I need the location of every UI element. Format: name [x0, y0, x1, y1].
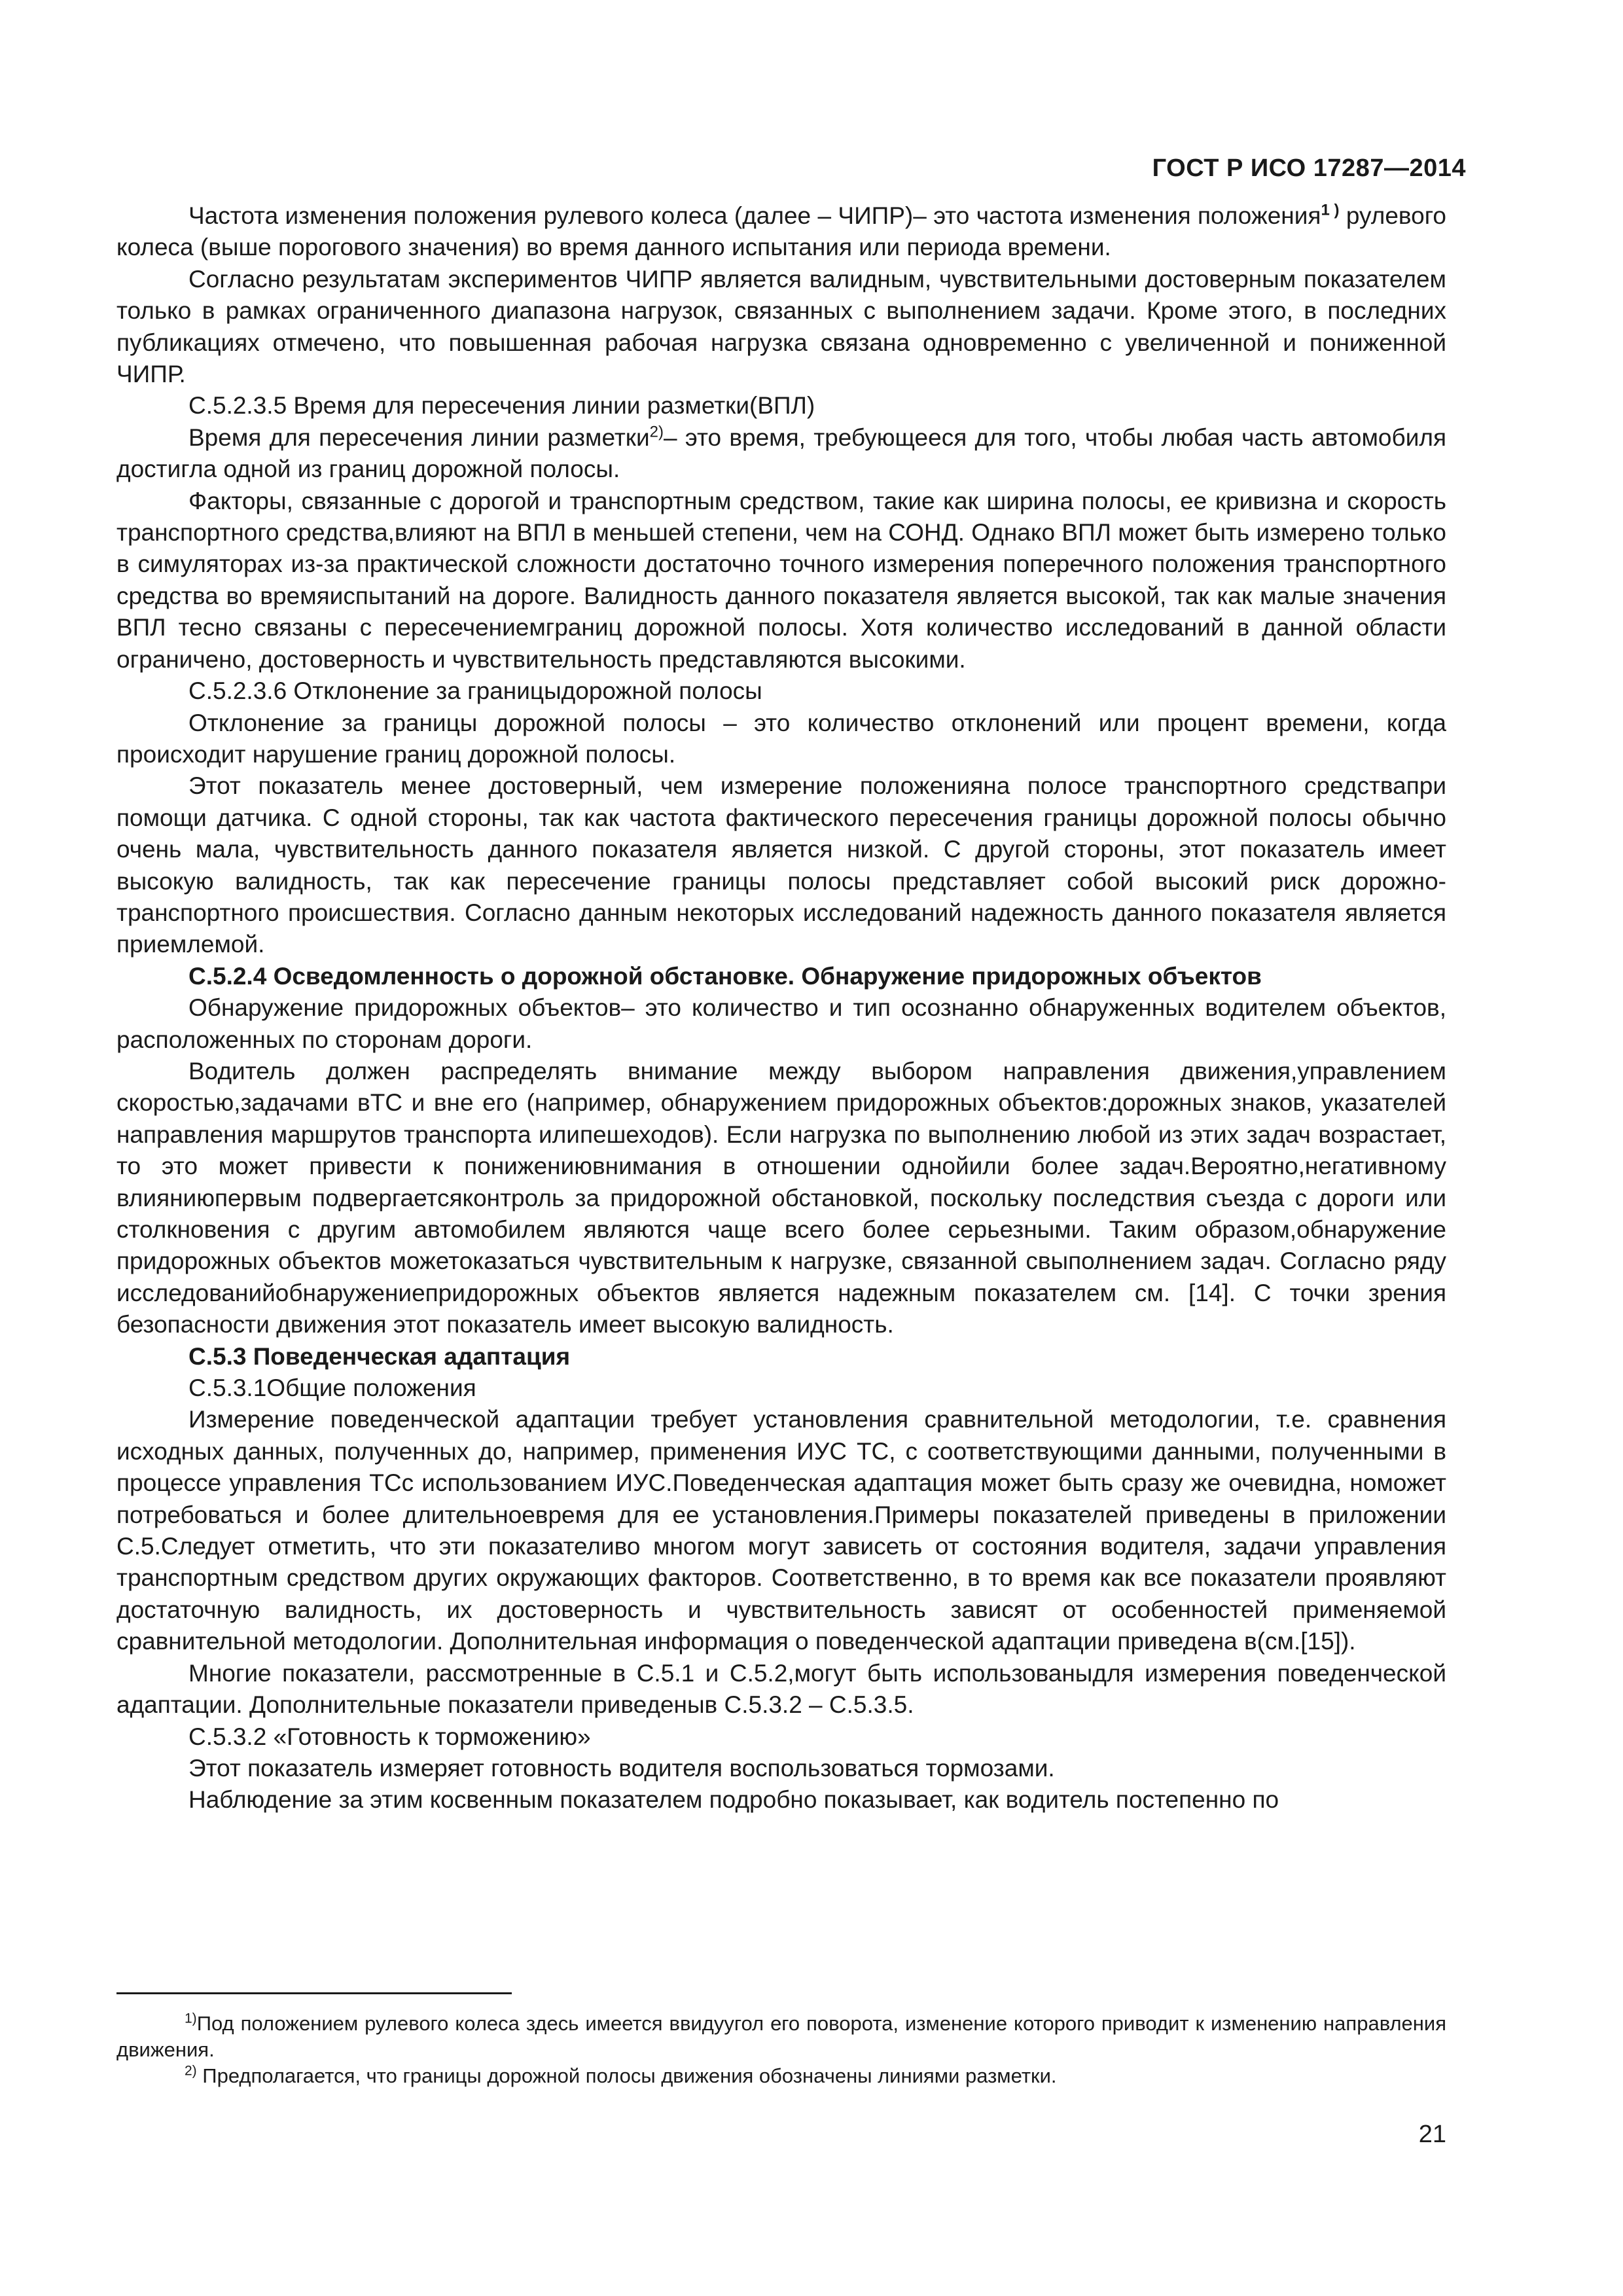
subsection-heading-c5236: С.5.2.3.6 Отклонение за границыдорожной полосы: [188, 677, 762, 705]
footnote-1: $^{1)}$Под положением рулевого колеса здесь имеется ввидуугол его поворота, изменение которого приводит к изменению направления движения.: [116, 2011, 1446, 2061]
paragraph-vpl-definition: Время для пересечения линии разметки$^{2)}$– это время, требующееся для того, чтобы любая часть автомобиля достигла одной из границ дорожной полосы.: [116, 423, 1446, 483]
main-text: [116, 200, 1446, 1816]
paragraph: Отклонение за границы дорожной полосы – это количество отклонений или процент времени, когда происходит нарушение границ дорожной полосы.: [116, 709, 1446, 768]
section-heading-c53: С.5.3 Поведенческая адаптация: [188, 1342, 571, 1370]
subsection-heading-c5235: С.5.2.3.5 Время для пересечения линии разметки(ВПЛ): [188, 392, 815, 420]
paragraph: Водитель должен распределять внимание между выбором направления движения,управлением скоростью,задачами вТС и вне его (например, обнаружением придорожных объектов:дорожных знаков, указателей направления маршрутов транспорта илипешеходов). Если нагрузка по выполнению любой из этих задач возрастает, то это может привести к понижениювнимания в отношении однойили более задач.Вероятно,негативному влияниюпервым подвергаетсяконтроль за придорожной обстановкой, поскольку последствия съезда с дороги или столкновения с другим автомобилем являются чаще всего более серьезными. Таким образом,обнаружение придорожных объектов можетоказаться чувствительным к нагрузке, связанной свыполнением задач. Согласно ряду исследованийобнаружениепридорожных объектов является надежным показателем см. [14]. С точки зрения безопасности движения этот показатель имеет высокую валидность.: [116, 1057, 1446, 1338]
footnote-2: $^{2)}$ Предполагается, что границы дорожной полосы движения обозначены линиями разметки.: [185, 2063, 1057, 2087]
paragraph: Измерение поведенческой адаптации требует установления сравнительной методологии, т.е. сравнения исходных данных, полученных до, например, применения ИУС ТС, с соответствующими данными, полученными в процессе управления ТСс использованием ИУС.Поведенческая адаптация может быть сразу же очевидна, номожет потребоваться и более длительноевремя для ее установления.Примеры показателей приведены в приложении С.5.Следует отметить, что эти показателиво многом могут зависеть от состояния водителя, задачи управления транспортным средством других окружающих факторов. Соответственно, в то время как все показатели проявляют достаточную валидность, их достоверность и чувствительность зависят от особенностей применяемой сравнительной методологии. Дополнительная информация о поведенческой адаптации приведена в(см.[15]).: [116, 1406, 1446, 1655]
document-header: ГОСТ Р ИСО 17287—2014: [1152, 154, 1466, 182]
paragraph: Многие показатели, рассмотренные в С.5.1 и С.5.2,могут быть использованыдля измерения поведенческой адаптации. Дополнительные показатели приведеныв С.5.3.2 – С.5.3.5.: [116, 1659, 1446, 1719]
page-number: 21: [1418, 2121, 1446, 2148]
footnote-ref-2: 2): [649, 423, 664, 441]
paragraph: Этот показатель менее достоверный, чем измерение положенияна полосе транспортного средствапри помощи датчика. С одной стороны, так как частота фактического пересечения границы дорожной полосы обычно очень мала, чувствительность данного показателя является низкой. С другой стороны, этот показатель имеет высокую валидность, так как пересечение границы полосы представляет собой высокий риск дорожно-транспортного происшествия. Согласно данным некоторых исследований надежность данного показателя является приемлемой.: [116, 772, 1446, 958]
section-heading-c524: С.5.2.4 Осведомленность о дорожной обстановке. Обнаружение придорожных объектов: [188, 962, 1262, 990]
paragraph: Наблюдение за этим косвенным показателем подробно показывает, как водитель постепенно по: [188, 1786, 1279, 1814]
subsection-heading-c531: С.5.3.1Общие положения: [188, 1374, 476, 1402]
paragraph: Обнаружение придорожных объектов– это количество и тип осознанно обнаруженных водителем объектов, расположенных по сторонам дороги.: [116, 994, 1446, 1053]
paragraph: Этот показатель измеряет готовность водителя воспользоваться тормозами.: [188, 1754, 1055, 1782]
subsection-heading-c532: С.5.3.2 «Готовность к торможению»: [188, 1723, 591, 1750]
footnote-ref-1: 1 ): [1321, 201, 1340, 219]
footnote-separator: [116, 1992, 512, 1994]
footnotes: [116, 2011, 1446, 2089]
paragraph-chipr-definition: Частота изменения положения рулевого колеса (далее – ЧИПР)– это частота изменения положения$^{1 )}$ рулевого колеса (выше порогового значения) во время данного испытания или периода времени.: [116, 201, 1446, 261]
paragraph: Факторы, связанные с дорогой и транспортным средством, такие как ширина полосы, ее кривизна и скорость транспортного средства,влияют на ВПЛ в меньшей степени, чем на СОНД. Однако ВПЛ может быть измерено только в симуляторах из-за практической сложности достаточно точного измерения поперечного положения транспортного средства во времяиспытаний на дороге. Валидность данного показателя является высокой, так как малые значения ВПЛ тесно связаны с пересечениемграниц дорожной полосы. Хотя количество исследований в данной области ограничено, достоверность и чувствительность представляются высокими.: [116, 487, 1446, 673]
paragraph: Согласно результатам экспериментов ЧИПР является валидным, чувствительными достоверным показателем только в рамках ограниченного диапазона нагрузок, связанных с выполнением задачи. Кроме этого, в последних публикациях отмечено, что повышенная рабочая нагрузка связана одновременно с увеличенной и пониженной ЧИПР.: [116, 265, 1446, 388]
